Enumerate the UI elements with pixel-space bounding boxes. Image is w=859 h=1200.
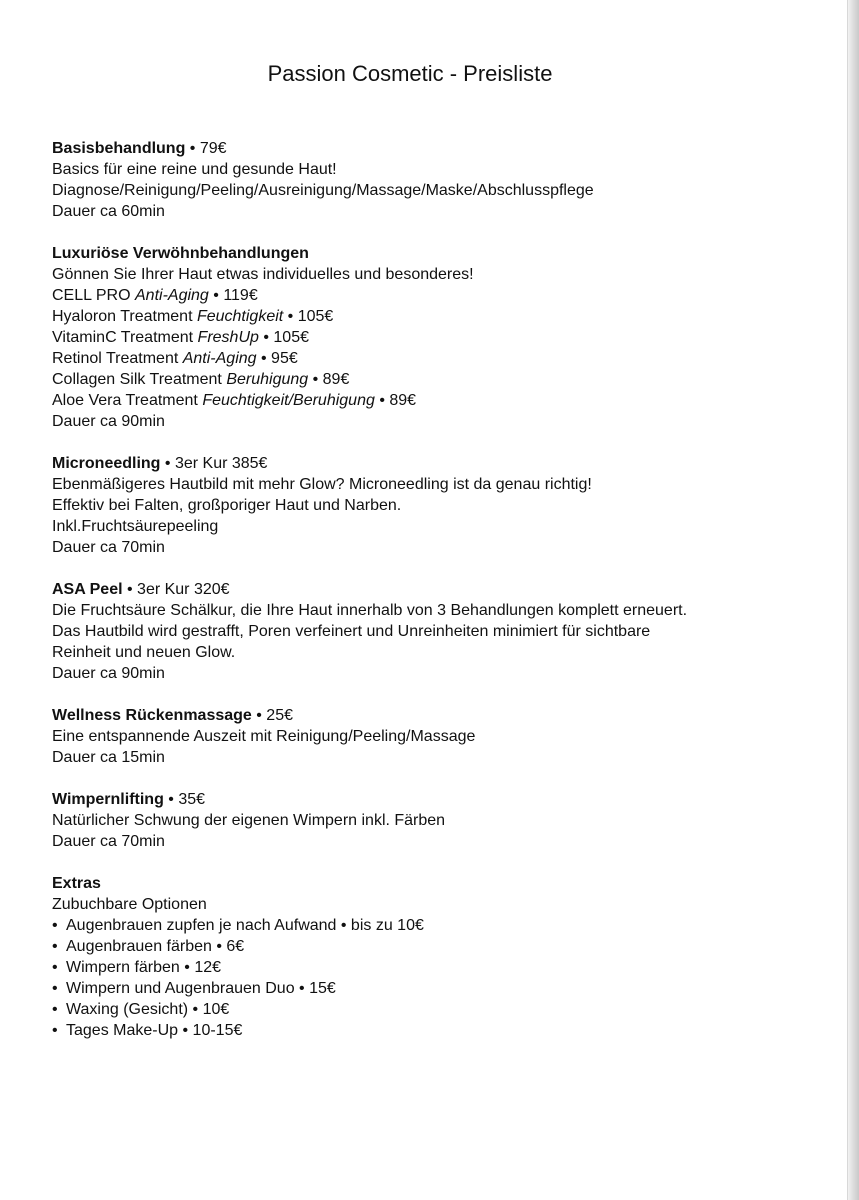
section-name: Extras — [52, 875, 101, 892]
bullet-icon: • — [52, 1001, 58, 1018]
treatment-effect: Beruhigung — [226, 371, 309, 388]
description-line: Natürlicher Schwung der eigenen Wimpern inkl. Färben — [52, 812, 446, 829]
section-extras — [52, 873, 832, 1041]
section-name: Wellness Rückenmassage — [52, 707, 252, 724]
description-line: Das Hautbild wird gestrafft, Poren verfeinert und Unreinheiten minimiert für sichtbare — [52, 623, 651, 640]
bullet-icon: • — [52, 938, 58, 955]
treatment-item — [52, 369, 832, 390]
description-line: Ebenmäßigeres Hautbild mit mehr Glow? Microneedling ist da genau richtig! — [52, 476, 592, 493]
section-name: Luxuriöse Verwöhnbehandlungen — [52, 245, 309, 262]
list-item-text: Augenbrauen zupfen je nach Aufwand • bis zu 10€ — [66, 917, 424, 934]
list-item — [52, 978, 832, 999]
description-line: Reinheit und neuen Glow. — [52, 644, 236, 661]
treatment-price: • 105€ — [258, 329, 309, 346]
section-wimpernlifting — [52, 789, 832, 852]
section-heading — [52, 579, 832, 600]
extras-list — [52, 915, 832, 1041]
list-item-text: Augenbrauen färben • 6€ — [66, 938, 245, 955]
bullet-icon: • — [52, 917, 58, 934]
section-price: • 3er Kur 385€ — [160, 455, 268, 472]
treatment-name: Hyaloron Treatment — [52, 308, 197, 325]
list-item-text: Wimpern färben • 12€ — [66, 959, 222, 976]
description-line: Basics für eine reine und gesunde Haut! — [52, 161, 337, 178]
section-microneedling — [52, 453, 832, 558]
duration-line: Dauer ca 15min — [52, 749, 165, 766]
treatment-item — [52, 390, 832, 411]
page-edge-shadow — [848, 0, 859, 1200]
section-basisbehandlung — [52, 138, 832, 222]
treatment-effect: Feuchtigkeit — [196, 308, 284, 325]
section-name: Basisbehandlung — [52, 140, 186, 157]
section-asa-peel — [52, 579, 832, 684]
description-line: Diagnose/Reinigung/Peeling/Ausreinigung/Massage/Maske/Abschlusspflege — [52, 182, 594, 199]
section-price: • 25€ — [251, 707, 293, 724]
bullet-icon: • — [52, 959, 58, 976]
description-line: Gönnen Sie Ihrer Haut etwas individuelles und besonderes! — [52, 266, 474, 283]
section-wellness-rueckenmassage — [52, 705, 832, 768]
section-heading — [52, 453, 832, 474]
bullet-icon: • — [52, 980, 58, 997]
treatment-name: Retinol Treatment — [52, 350, 183, 367]
section-heading — [52, 705, 832, 726]
section-price: • 3er Kur 320€ — [122, 581, 230, 598]
duration-line: Dauer ca 90min — [52, 665, 165, 682]
treatment-effect: Anti-Aging — [135, 287, 209, 304]
list-item-text: Tages Make-Up • 10-15€ — [66, 1022, 243, 1039]
section-name: Wimpernlifting — [52, 791, 164, 808]
list-item-text: Wimpern und Augenbrauen Duo • 15€ — [66, 980, 336, 997]
treatment-name: CELL PRO — [52, 287, 135, 304]
list-item — [52, 999, 832, 1020]
list-item-text: Waxing (Gesicht) • 10€ — [66, 1001, 230, 1018]
treatment-item — [52, 327, 832, 348]
page-title: Passion Cosmetic - Preisliste — [267, 61, 553, 86]
description-line: Zubuchbare Optionen — [52, 896, 207, 913]
section-heading — [52, 138, 832, 159]
duration-line: Dauer ca 90min — [52, 413, 165, 430]
treatment-price: • 89€ — [374, 392, 417, 409]
list-item — [52, 936, 832, 957]
section-name: ASA Peel — [52, 581, 123, 598]
treatment-name: VitaminC Treatment — [52, 329, 198, 346]
treatment-effect: Anti-Aging — [182, 350, 257, 367]
section-name: Microneedling — [52, 455, 161, 472]
description-line: Effektiv bei Falten, großporiger Haut und Narben. — [52, 497, 402, 514]
treatment-price: • 105€ — [283, 308, 334, 325]
list-item — [52, 1020, 832, 1041]
description-line: Die Fruchtsäure Schälkur, die Ihre Haut innerhalb von 3 Behandlungen komplett erneuert. — [52, 602, 688, 619]
description-line: Eine entspannende Auszeit mit Reinigung/Peeling/Massage — [52, 728, 476, 745]
section-luxurioese-verwoehnbehandlungen — [52, 243, 832, 432]
duration-line: Dauer ca 70min — [52, 833, 165, 850]
section-heading — [52, 789, 832, 810]
treatment-effect: Feuchtigkeit/Beruhigung — [202, 392, 375, 409]
treatment-item — [52, 306, 832, 327]
price-list-content — [52, 138, 832, 1062]
list-item — [52, 915, 832, 936]
description-line: Inkl.Fruchtsäurepeeling — [52, 518, 219, 535]
section-price: • 35€ — [163, 791, 206, 808]
duration-line: Dauer ca 60min — [52, 203, 165, 220]
treatment-price: • 119€ — [208, 287, 258, 304]
treatment-name: Aloe Vera Treatment — [52, 392, 203, 409]
treatment-effect: FreshUp — [197, 329, 259, 346]
treatment-item — [52, 348, 832, 369]
duration-line: Dauer ca 70min — [52, 539, 165, 556]
treatment-item — [52, 285, 832, 306]
list-item — [52, 957, 832, 978]
bullet-icon: • — [52, 1022, 58, 1039]
section-price: • 79€ — [185, 140, 227, 157]
treatment-price: • 89€ — [308, 371, 350, 388]
treatment-price: • 95€ — [256, 350, 298, 367]
treatment-name: Collagen Silk Treatment — [52, 371, 227, 388]
